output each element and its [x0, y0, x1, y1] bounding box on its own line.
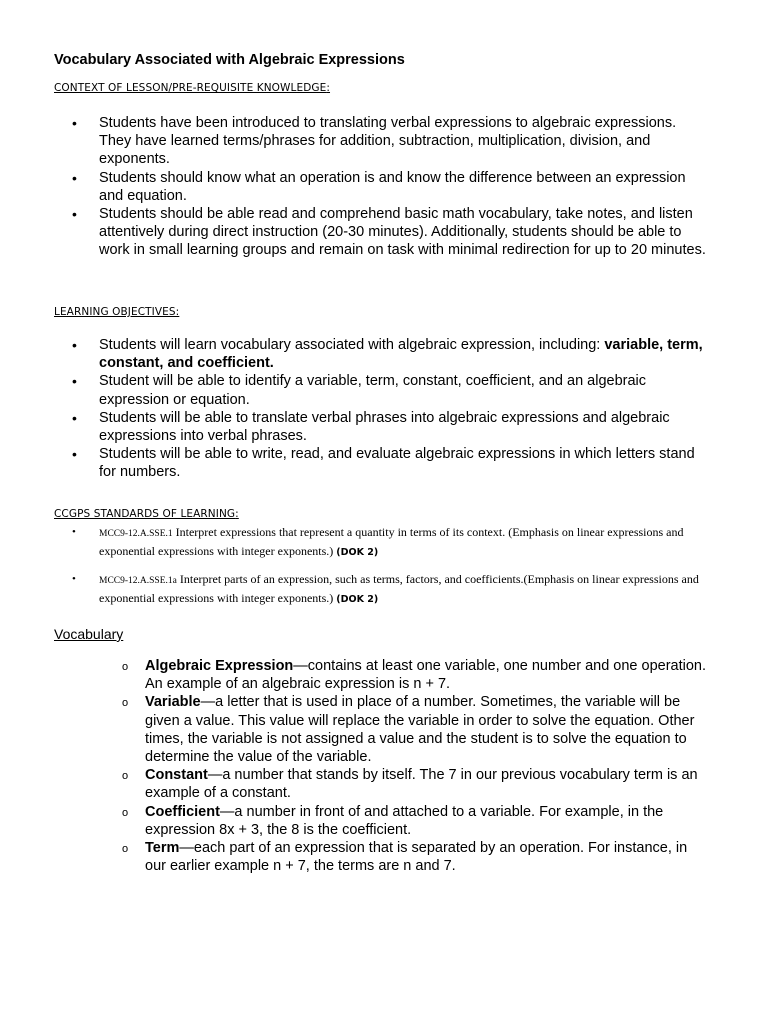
- list-item: • Student will be able to identify a variable, term, constant, coefficient, and an algebraic expression or equation.: [72, 373, 647, 408]
- list-item: • MCC9-12.A.SSE.1a Interpret parts of an expression, such as terms, factors, and coefficients.(Emphasis on linear expressions and exponential expressions with integer exponents.) (DOK 2): [72, 572, 699, 605]
- list-item: • Students have been introduced to translating verbal expressions to algebraic expressions. They have learned terms/phrases for addition, subtraction, multiplication, division, and exponents.: [72, 115, 677, 168]
- page-title: Vocabulary Associated with Algebraic Expressions: [54, 52, 405, 68]
- list-item: [122, 766, 712, 802]
- standards-heading: CCGPS STANDARDS OF LEARNING:: [54, 508, 239, 520]
- vocab-term: Variable: [145, 694, 201, 711]
- vocab-definition: —contains at least one variable, one number and one operation. An example of an algebraic expression is n + 7.: [145, 658, 707, 693]
- standard-code: MCC9-12.A.SSE.1a: [99, 576, 177, 586]
- objective-item-text: Students will be able to write, read, and evaluate algebraic expressions in which letters stand for numbers.: [99, 446, 695, 481]
- vocab-definition: —a number in front of and attached to a variable. For example, in the expression 8x + 3, the 8 is the coefficient.: [145, 803, 664, 838]
- list-item: • Students should know what an operation is and know the difference between an expression and equation.: [72, 169, 686, 204]
- context-item-text: Students have been introduced to translating verbal expressions to algebraic expressions. They have learned terms/phrases for addition, subtraction, multiplication, division, and exponents.: [99, 115, 677, 168]
- vocab-definition: —a number that stands by itself. The 7 in our previous vocabulary term is an example of a constant.: [145, 767, 698, 802]
- list-item: [122, 803, 712, 839]
- standard-code: MCC9-12.A.SSE.1: [99, 529, 173, 539]
- objectives-heading: LEARNING OBJECTIVES:: [54, 306, 180, 318]
- vocab-term: Term: [145, 840, 180, 857]
- standard-text: Interpret expressions that represent a quantity in terms of its context. (Emphasis on linear expressions and exponential expressions with integer exponents.): [99, 525, 684, 558]
- standards-heading-text: CCGPS STANDARDS OF LEARNING: [54, 508, 236, 520]
- context-item-text: Students should know what an operation is and know the difference between an expression and equation.: [99, 169, 686, 204]
- list-item: • Students will be able to write, read, and evaluate algebraic expressions in which letters stand for numbers.: [72, 446, 695, 481]
- list-item: [122, 657, 712, 693]
- vocab-term: Algebraic Expression: [145, 658, 294, 674]
- vocab-term: Constant: [145, 767, 208, 784]
- standards-list: [72, 524, 712, 561]
- context-heading-text: CONTEXT OF LESSON/PRE-REQUISITE KNOWLEDGE: [54, 82, 327, 94]
- objective-item-text: Students will learn vocabulary associated with algebraic expression, including:: [99, 337, 605, 353]
- list-item: [122, 839, 712, 875]
- dok-label: (DOK 2): [336, 547, 379, 558]
- list-item: [122, 693, 712, 766]
- list-item: • Students will be able to translate verbal phrases into algebraic expressions and algebraic expressions into verbal phrases.: [72, 409, 670, 445]
- context-item-text: Students should be able read and comprehend basic math vocabulary, take notes, and listen attentively during direct instruction (20-30 minutes). Additionally, students should be able to work in small learning groups and remain on task with minimal redirection for up to 20 minutes.: [99, 206, 706, 259]
- circle-bullet-icon: o: [122, 843, 129, 856]
- context-heading: CONTEXT OF LESSON/PRE-REQUISITE KNOWLEDGE:: [54, 82, 331, 94]
- circle-bullet-icon: o: [122, 806, 129, 819]
- vocab-definition: —a letter that is used in place of a number. Sometimes, the variable will be given a value. This value will replace the variable in order to solve the equation. Other times, the variable is not assigned a value and the student is to solve the equation to determine the value of the variable.: [145, 694, 695, 766]
- vocabulary-list: [122, 657, 712, 875]
- vocab-definition: —each part of an expression that is separated by an operation. For instance, in our earlier example n + 7, the terms are n and 7.: [145, 840, 688, 875]
- circle-bullet-icon: o: [122, 770, 129, 783]
- vocabulary-heading: Vocabulary: [54, 626, 124, 642]
- standards-list-2: [72, 571, 712, 608]
- list-item: • Students will learn vocabulary associated with algebraic expression, including: variable, term, constant, and coefficient.: [72, 337, 703, 372]
- standard-text: Interpret parts of an expression, such as terms, factors, and coefficients.(Emphasis on linear expressions and exponential expressions with integer exponents.): [99, 572, 699, 605]
- vocab-term: Coefficient: [145, 803, 220, 820]
- objective-item-bold: variable, term, constant, and coefficient.: [99, 337, 703, 372]
- context-list: [72, 114, 712, 260]
- objective-item-text: Students will be able to translate verbal phrases into algebraic expressions and algebraic expressions into verbal phrases.: [99, 409, 670, 445]
- objective-item-text: Student will be able to identify a variable, term, constant, coefficient, and an algebraic expression or equation.: [99, 373, 647, 408]
- list-item: • Students should be able read and comprehend basic math vocabulary, take notes, and listen attentively during direct instruction (20-30 minutes). Additionally, students should be able to work in small learning groups and remain on task with minimal redirection for up to 20 minutes.: [72, 206, 706, 259]
- list-item: • MCC9-12.A.SSE.1 Interpret expressions that represent a quantity in terms of its context. (Emphasis on linear expressions and exponential expressions with integer exponents.) (DOK 2): [72, 525, 684, 558]
- objectives-list: [72, 336, 712, 482]
- dok-label: (DOK 2): [336, 594, 379, 605]
- circle-bullet-icon: o: [122, 697, 129, 710]
- circle-bullet-icon: o: [122, 661, 129, 673]
